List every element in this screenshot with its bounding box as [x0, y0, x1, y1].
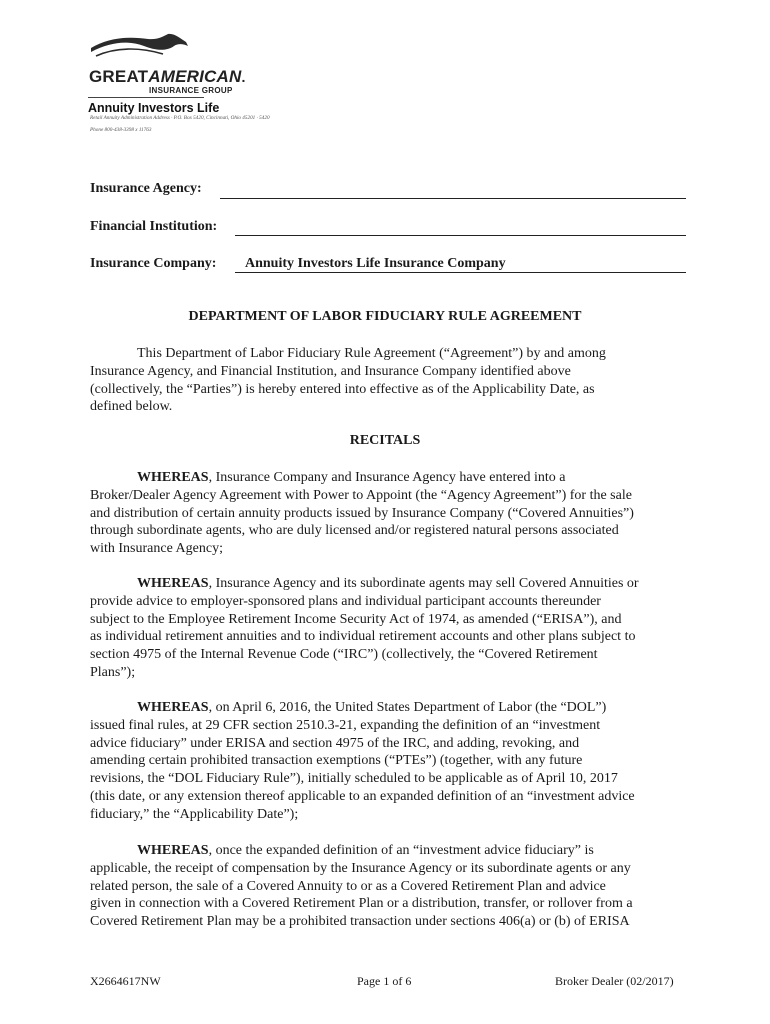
logo-american-text: AMERICAN: [148, 67, 242, 86]
insurance-company-field[interactable]: [235, 272, 686, 273]
intro-line: This Department of Labor Fiduciary Rule Agreement (“Agreement”) by and among: [137, 346, 606, 361]
financial-institution-field[interactable]: [235, 235, 686, 236]
recital-line: advice fiduciary” under ERISA and section 4975 of the IRC, and adding, revoking, and: [90, 735, 580, 751]
agreement-title: DEPARTMENT OF LABOR FIDUCIARY RULE AGREEMENT: [188, 309, 582, 324]
recitals-heading: RECITALS: [349, 433, 421, 448]
recital-line: Covered Retirement Plan may be a prohibited transaction under sections 406(a) or (b) of ERISA: [90, 914, 630, 930]
recital-line: section 4975 of the Internal Revenue Code (“IRC”) (collectively, the “Covered Retirement: [90, 647, 598, 663]
recital-line: Plans”);: [90, 664, 136, 680]
company-logo: [88, 30, 288, 120]
phone-line: Phone 800-438-3398 x 11763: [90, 127, 152, 133]
recital-line: applicable, the receipt of compensation by the Insurance Agency or its subordinate agents or any: [90, 860, 631, 876]
recital-line: Broker/Dealer Agency Agreement with Power to Appoint (the “Agency Agreement”) for the sale: [90, 487, 632, 503]
form-number: X2664617NW: [90, 974, 161, 988]
whereas-keyword: WHEREAS: [137, 843, 209, 858]
recital-line: as individual retirement annuities and to individual retirement accounts and other plans subject to: [90, 629, 636, 645]
recital-line: through subordinate agents, who are duly licensed and/or registered natural persons associated: [90, 523, 619, 539]
recital-paragraph-3: [90, 699, 690, 824]
recital-line: with Insurance Agency;: [90, 541, 223, 557]
logo-suffix: .: [241, 69, 246, 85]
insurance-agency-field[interactable]: [220, 198, 686, 199]
insurance-company-label: Insurance Company:: [90, 256, 217, 271]
whereas-keyword: WHEREAS: [137, 576, 209, 591]
insurance-company-value: Annuity Investors Life Insurance Company: [245, 256, 506, 271]
recital-line: fiduciary,” the “Applicability Date”);: [90, 806, 299, 822]
recital-line: WHEREAS, Insurance Agency and its subordinate agents may sell Covered Annuities or: [137, 576, 639, 591]
page-number: Page 1 of 6: [357, 974, 412, 988]
address-line: Retail Annuity Administration Address · P.O. Box 5420, Cincinnati, Ohio 45201 · 5420: [90, 115, 270, 121]
intro-paragraph: [90, 345, 690, 416]
recital-line: WHEREAS, Insurance Company and Insurance Agency have entered into a: [137, 470, 566, 485]
logo-divider: [88, 97, 204, 98]
intro-line: Insurance Agency, and Financial Institution, and Insurance Company identified above: [90, 363, 571, 379]
recital-line: subject to the Employee Retirement Income Security Act of 1974, as amended (“ERISA”), and: [90, 611, 622, 627]
recital-line: amending certain prohibited transaction exemptions (“PTEs”) (together, with any future: [90, 753, 583, 769]
form-edition: Broker Dealer (02/2017): [555, 974, 674, 988]
recital-paragraph-4: [90, 842, 690, 931]
recital-line: WHEREAS, once the expanded definition of an “investment advice fiduciary” is: [137, 843, 594, 858]
recital-line: WHEREAS, on April 6, 2016, the United States Department of Labor (the “DOL”): [137, 700, 607, 715]
whereas-keyword: WHEREAS: [137, 700, 209, 715]
eagle-swoosh-icon: [88, 30, 198, 60]
recital-line: issued final rules, at 29 CFR section 2510.3-21, expanding the definition of an “investment: [90, 717, 601, 733]
logo-group-text: INSURANCE GROUP: [149, 86, 233, 95]
financial-institution-label: Financial Institution:: [90, 219, 218, 234]
whereas-keyword: WHEREAS: [137, 470, 209, 485]
logo-great-text: GREAT: [89, 67, 149, 86]
logo-wordmark: [89, 67, 246, 87]
recital-line: given in connection with a Covered Retirement Plan or a distribution, transfer, or rollover from a: [90, 896, 633, 912]
recital-line: revisions, the “DOL Fiduciary Rule”), initially scheduled to be applicable as of April 10, 2017: [90, 771, 618, 787]
insurance-agency-label: Insurance Agency:: [90, 181, 202, 196]
recital-line: related person, the sale of a Covered Annuity to or as a Covered Retirement Plan and advice: [90, 878, 606, 894]
intro-line: defined below.: [90, 399, 173, 415]
recital-paragraph-2: [90, 575, 690, 682]
intro-line: (collectively, the “Parties”) is hereby entered into effective as of the Applicability Date, as: [90, 381, 595, 397]
recital-line: and distribution of certain annuity products issued by Insurance Company (“Covered Annuities”): [90, 505, 634, 521]
recital-line: provide advice to employer-sponsored plans and individual participant accounts thereunder: [90, 593, 601, 609]
logo-division-text: Annuity Investors Life: [88, 101, 220, 115]
recital-line: (this date, or any extension thereof applicable to an expanded definition of an “investment advice: [90, 788, 635, 804]
recital-paragraph-1: [90, 469, 690, 558]
